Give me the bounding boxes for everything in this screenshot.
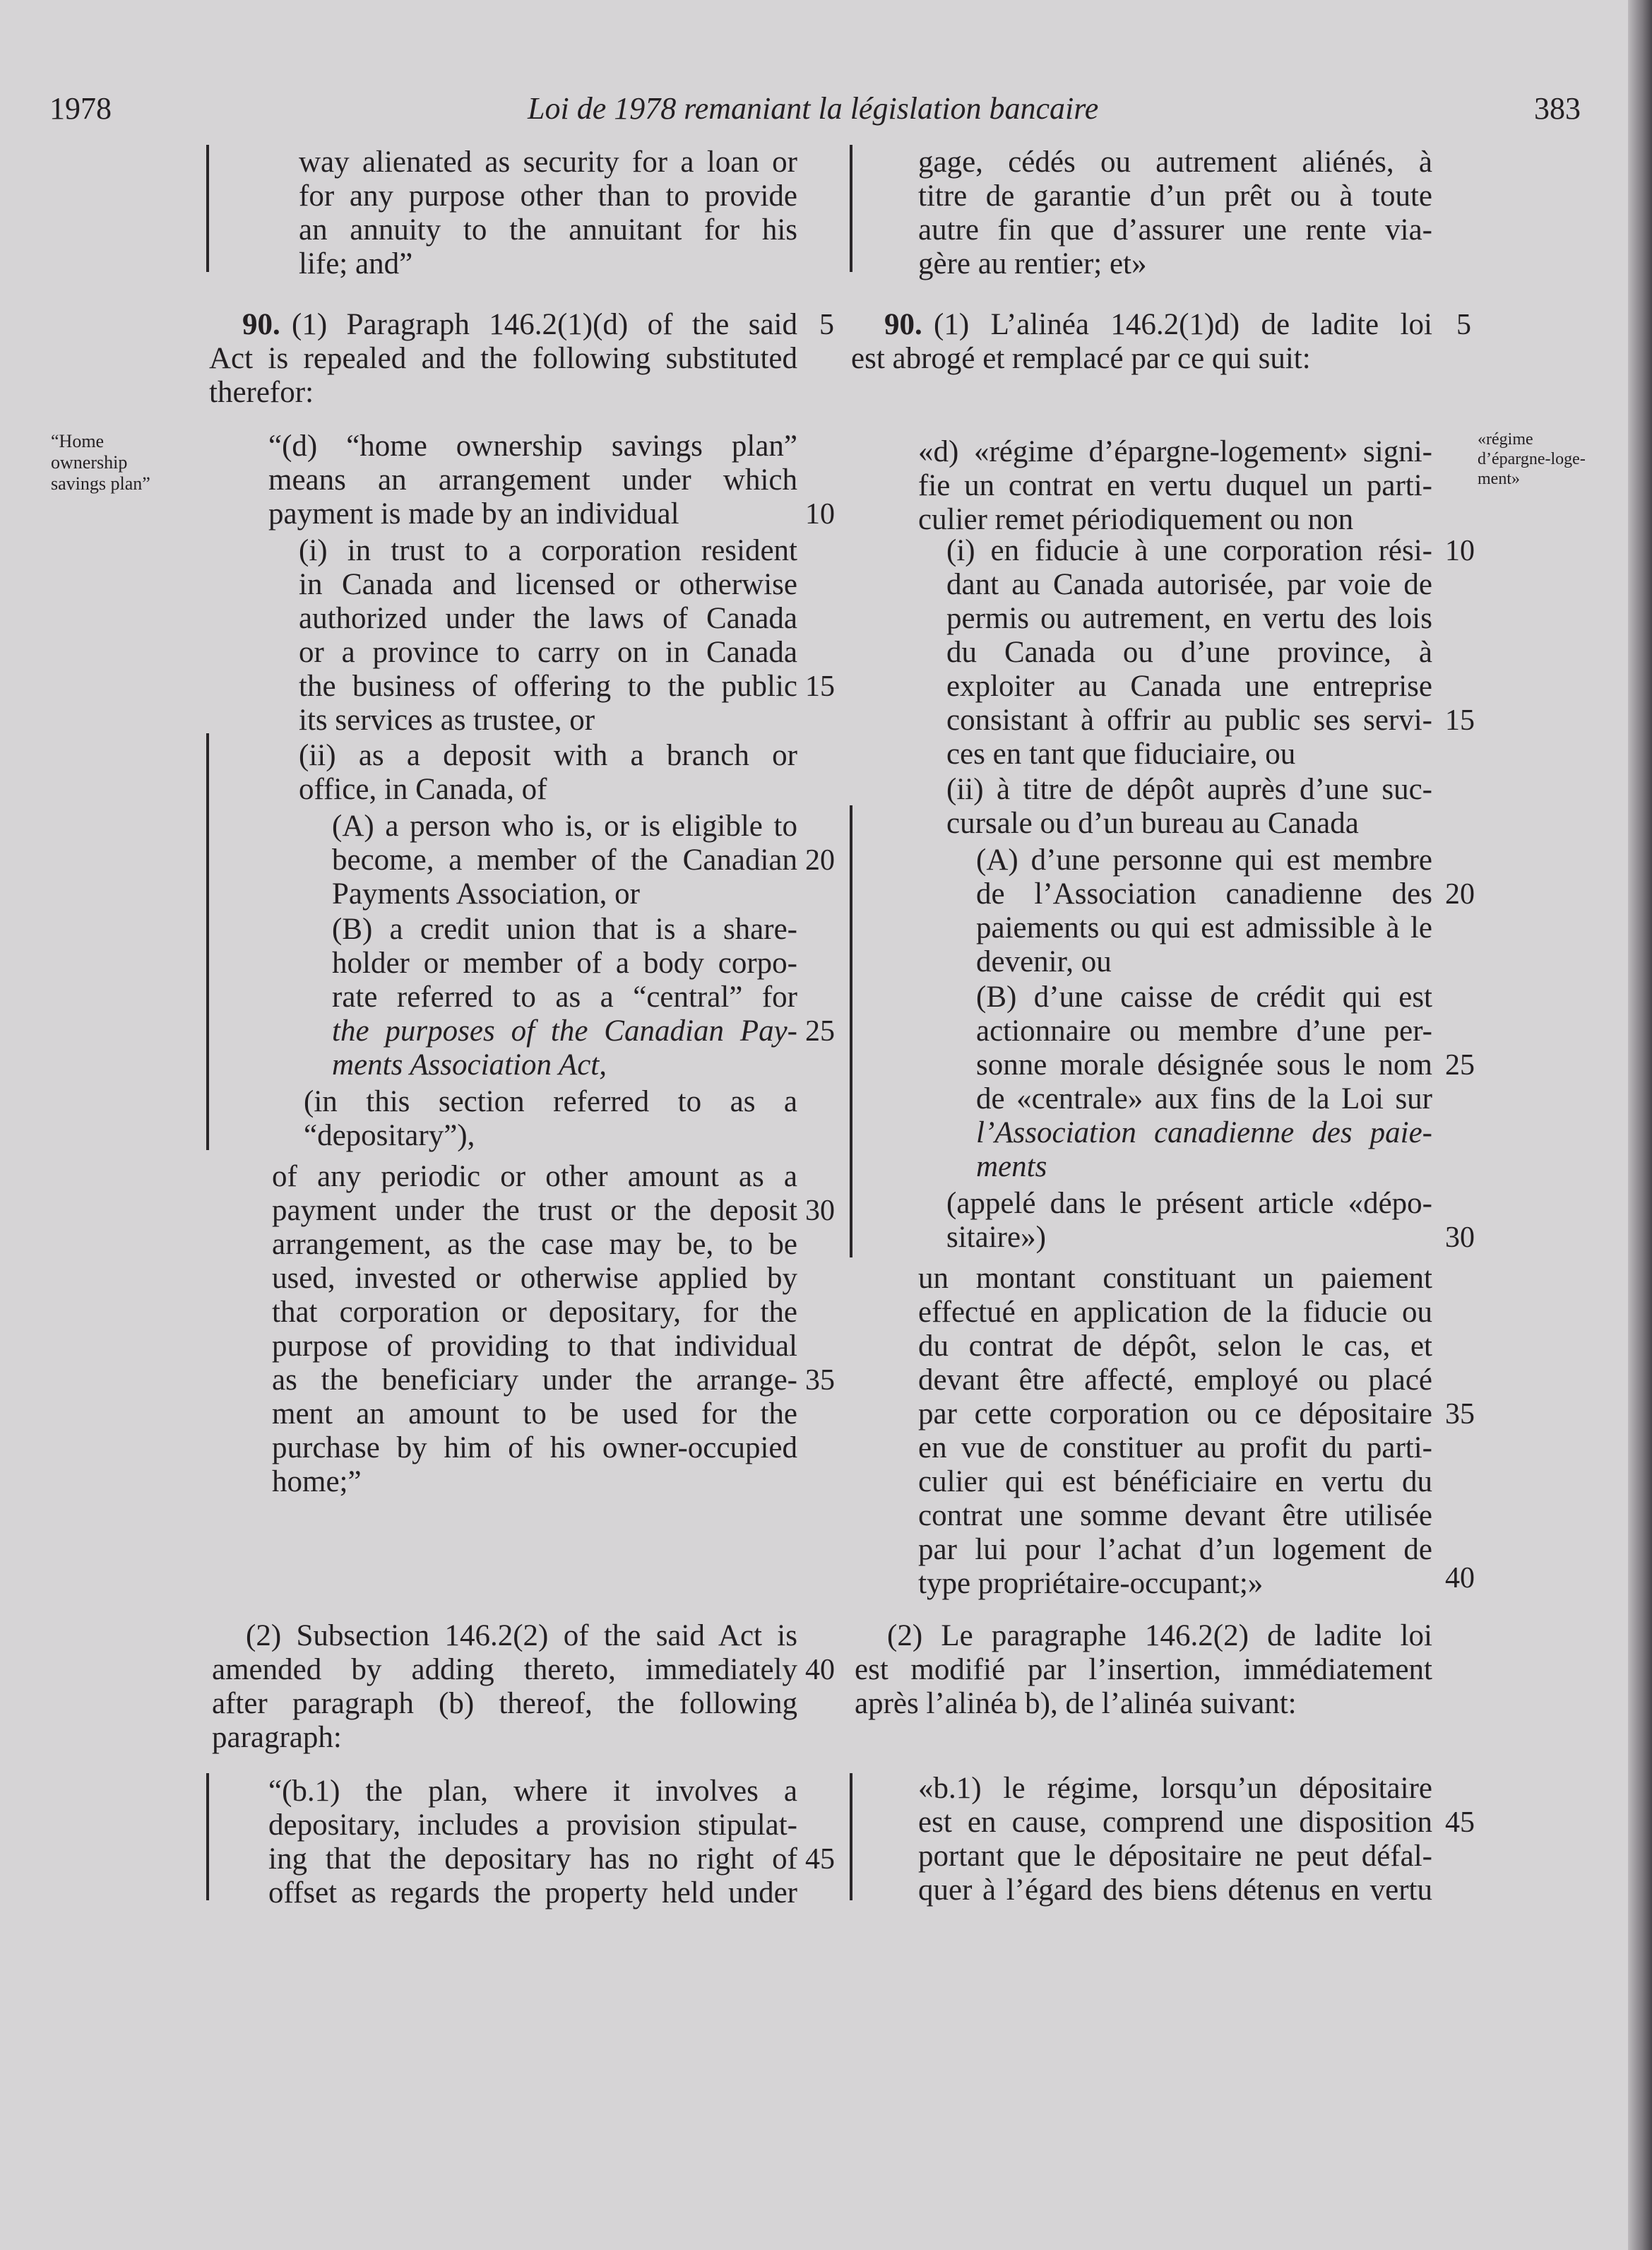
text-line: fie un contrat en vertu duquel un parti-: [918, 469, 1432, 502]
line-number: 5: [819, 309, 834, 341]
text-line: “depositary”),: [304, 1119, 475, 1152]
text-line: used, invested or otherwise applied by: [272, 1262, 797, 1295]
text-line: in Canada and licensed or otherwise: [299, 568, 797, 601]
text-line: est en cause, comprend une disposition: [918, 1806, 1432, 1839]
text-line: type propriétaire-occupant;»: [918, 1567, 1264, 1600]
text-line: sonne morale désignée sous le nom: [976, 1048, 1432, 1082]
text-line: of any periodic or other amount as a: [272, 1160, 797, 1193]
text-line: (i) in trust to a corporation resident: [299, 534, 797, 567]
text-line: devenir, ou: [976, 945, 1112, 978]
text-line: depositary, includes a provision stipulat-: [268, 1808, 797, 1842]
line-number: 40: [805, 1654, 835, 1686]
text-line: holder or member of a body corpo-: [332, 947, 797, 980]
text-line: (2) Le paragraphe 146.2(2) de ladite loi: [887, 1619, 1432, 1652]
text-line: ment an amount to be used for the: [272, 1397, 797, 1431]
line-number: 15: [805, 670, 835, 703]
text-line: offset as regards the property held under: [268, 1876, 797, 1909]
line-number: 5: [1456, 309, 1471, 341]
text-line: purpose of providing to that individual: [272, 1330, 797, 1363]
line-number: 10: [805, 498, 835, 531]
header-title: Loi de 1978 remaniant la législation bancaire: [528, 91, 1099, 126]
text-line: culier qui est bénéficiaire en vertu du: [918, 1465, 1432, 1498]
line-number: 25: [1445, 1049, 1475, 1082]
margin-note-right: «régime d’épargne-loge- ment»: [1478, 430, 1586, 488]
text-line: quer à l’égard des biens détenus en vertu: [918, 1873, 1432, 1907]
revision-bar: [850, 1773, 852, 1900]
text-line: ments: [976, 1150, 1047, 1183]
text-line: actionnaire ou membre d’une per-: [976, 1014, 1432, 1048]
text-line: ing that the depositary has no right of: [268, 1842, 797, 1876]
text-line: par lui pour l’achat d’un logement de: [918, 1533, 1432, 1566]
text-line: rate referred to as a “central” for: [332, 981, 797, 1014]
text-line: authorized under the laws of Canada: [299, 602, 797, 635]
line-number: 10: [1445, 535, 1475, 567]
text-line: arrangement, as the case may be, to be: [272, 1228, 797, 1261]
line-number: 30: [805, 1195, 835, 1227]
text-line: consistant à offrir au public ses servi-: [946, 704, 1432, 737]
revision-bar: [206, 733, 209, 1150]
text-line: autre fin que d’assurer une rente via-: [918, 213, 1432, 247]
text-line: (i) en fiducie à une corporation rési-: [946, 534, 1432, 567]
text-line: (1) L’alinéa 146.2(1)d) de ladite loi: [934, 308, 1432, 341]
text-line: (ii) as a deposit with a branch or: [299, 739, 797, 772]
text-line: “(d) “home ownership savings plan”: [268, 430, 797, 463]
text-line: cursale ou d’un bureau au Canada: [946, 807, 1359, 840]
line-number: 45: [1445, 1806, 1475, 1839]
text-line: l’Association canadienne des paie-: [976, 1116, 1432, 1149]
section-number: 90.: [242, 308, 280, 341]
text-line: ces en tant que fiduciaire, ou: [946, 738, 1296, 771]
text-line: sitaire»): [946, 1221, 1046, 1254]
text-line: an annuity to the annuitant for his: [299, 213, 797, 247]
text-line: the purposes of the Canadian Pay-: [332, 1014, 797, 1048]
text-line: par cette corporation ou ce dépositaire: [918, 1397, 1432, 1431]
text-line: du Canada ou d’une province, à: [946, 636, 1432, 669]
header-page-number: 383: [1534, 91, 1581, 126]
text-line: office, in Canada, of: [299, 773, 547, 806]
text-line: exploiter au Canada une entreprise: [946, 670, 1432, 703]
text-line: est abrogé et remplacé par ce qui suit:: [851, 342, 1311, 375]
line-number: 25: [805, 1015, 835, 1048]
text-line: (appelé dans le présent article «dépo-: [946, 1187, 1432, 1220]
revision-bar: [850, 145, 852, 272]
revision-bar: [206, 1773, 209, 1900]
text-line: “(b.1) the plan, where it involves a: [268, 1775, 797, 1808]
text-line: become, a member of the Canadian: [332, 843, 797, 877]
text-line: for any purpose other than to provide: [299, 179, 797, 213]
revision-bar: [850, 805, 852, 1257]
text-line: «b.1) le régime, lorsqu’un dépositaire: [918, 1772, 1432, 1805]
text-line: payment under the trust or the deposit: [272, 1194, 797, 1227]
text-line: (ii) à titre de dépôt auprès d’une suc-: [946, 773, 1432, 806]
text-line: purchase by him of his owner-occupied: [272, 1431, 797, 1464]
line-number: 20: [805, 844, 835, 877]
text-line: (2) Subsection 146.2(2) of the said Act is: [246, 1619, 797, 1652]
text-line: (A) a person who is, or is eligible to: [332, 810, 797, 843]
revision-bar: [206, 145, 209, 272]
text-line: de «centrale» aux fins de la Loi sur: [976, 1082, 1432, 1115]
line-number: 40: [1445, 1562, 1475, 1594]
text-line: (B) a credit union that is a share-: [332, 913, 797, 946]
text-line: paragraph:: [212, 1721, 342, 1754]
text-line: titre de garantie d’un prêt ou à toute: [918, 179, 1432, 213]
text-line: its services as trustee, or: [299, 704, 595, 737]
page-binding-edge: [1628, 0, 1652, 2250]
text-line: (1) Paragraph 146.2(1)(d) of the said: [292, 308, 797, 341]
text-line: contrat une somme devant être utilisée: [918, 1499, 1432, 1532]
text-line: life; and”: [299, 247, 413, 280]
text-line: home;”: [272, 1465, 362, 1498]
line-number: 35: [1445, 1398, 1475, 1431]
text-line: portant que le dépositaire ne peut défal-: [918, 1840, 1432, 1873]
text-line: effectué en application de la fiducie ou: [918, 1296, 1432, 1329]
text-line: en vue de constituer au profit du parti-: [918, 1431, 1432, 1464]
text-line: therefor:: [209, 376, 314, 409]
text-line: permis ou autrement, en vertu des lois: [946, 602, 1432, 635]
text-line: gère au rentier; et»: [918, 247, 1147, 280]
section-number: 90.: [884, 308, 922, 341]
text-line: après l’alinéa b), de l’alinéa suivant:: [855, 1687, 1297, 1720]
text-line: (A) d’une personne qui est membre: [976, 843, 1432, 877]
text-line: un montant constituant un paiement: [918, 1262, 1432, 1295]
text-line: est modifié par l’insertion, immédiatement: [855, 1653, 1432, 1686]
header-year: 1978: [49, 91, 112, 126]
line-number: 45: [805, 1843, 835, 1876]
margin-note-left: “Home ownership savings plan”: [51, 431, 150, 494]
text-line: dant au Canada autorisée, par voie de: [946, 568, 1432, 601]
line-number: 30: [1445, 1221, 1475, 1254]
text-line: Payments Association, or: [332, 877, 640, 911]
text-line: du contrat de dépôt, selon le cas, et: [918, 1330, 1432, 1363]
text-line: devant être affecté, employé ou placé: [918, 1363, 1432, 1397]
line-number: 20: [1445, 878, 1475, 911]
text-line: paiements ou qui est admissible à le: [976, 911, 1432, 945]
text-line: (B) d’une caisse de crédit qui est: [976, 981, 1432, 1014]
text-line: ments Association Act,: [332, 1048, 607, 1082]
text-line: payment is made by an individual: [268, 497, 679, 531]
text-line: way alienated as security for a loan or: [299, 146, 797, 179]
text-line: the business of offering to the public: [299, 670, 797, 703]
text-line: means an arrangement under which: [268, 463, 797, 497]
text-line: as the beneficiary under the arrange-: [272, 1363, 797, 1397]
line-number: 15: [1445, 704, 1475, 737]
text-line: after paragraph (b) thereof, the following: [212, 1687, 797, 1720]
text-line: de l’Association canadienne des: [976, 877, 1432, 911]
text-line: that corporation or depositary, for the: [272, 1296, 797, 1329]
text-line: culier remet périodiquement ou non: [918, 503, 1354, 536]
text-line: (in this section referred to as a: [304, 1085, 797, 1118]
text-line: gage, cédés ou autrement aliénés, à: [918, 146, 1432, 179]
text-line: or a province to carry on in Canada: [299, 636, 797, 669]
text-line: amended by adding thereto, immediately: [212, 1653, 797, 1686]
line-number: 35: [805, 1364, 835, 1397]
text-line: Act is repealed and the following substituted: [209, 342, 797, 375]
text-line: «d) «régime d’épargne-logement» signi-: [918, 435, 1432, 468]
